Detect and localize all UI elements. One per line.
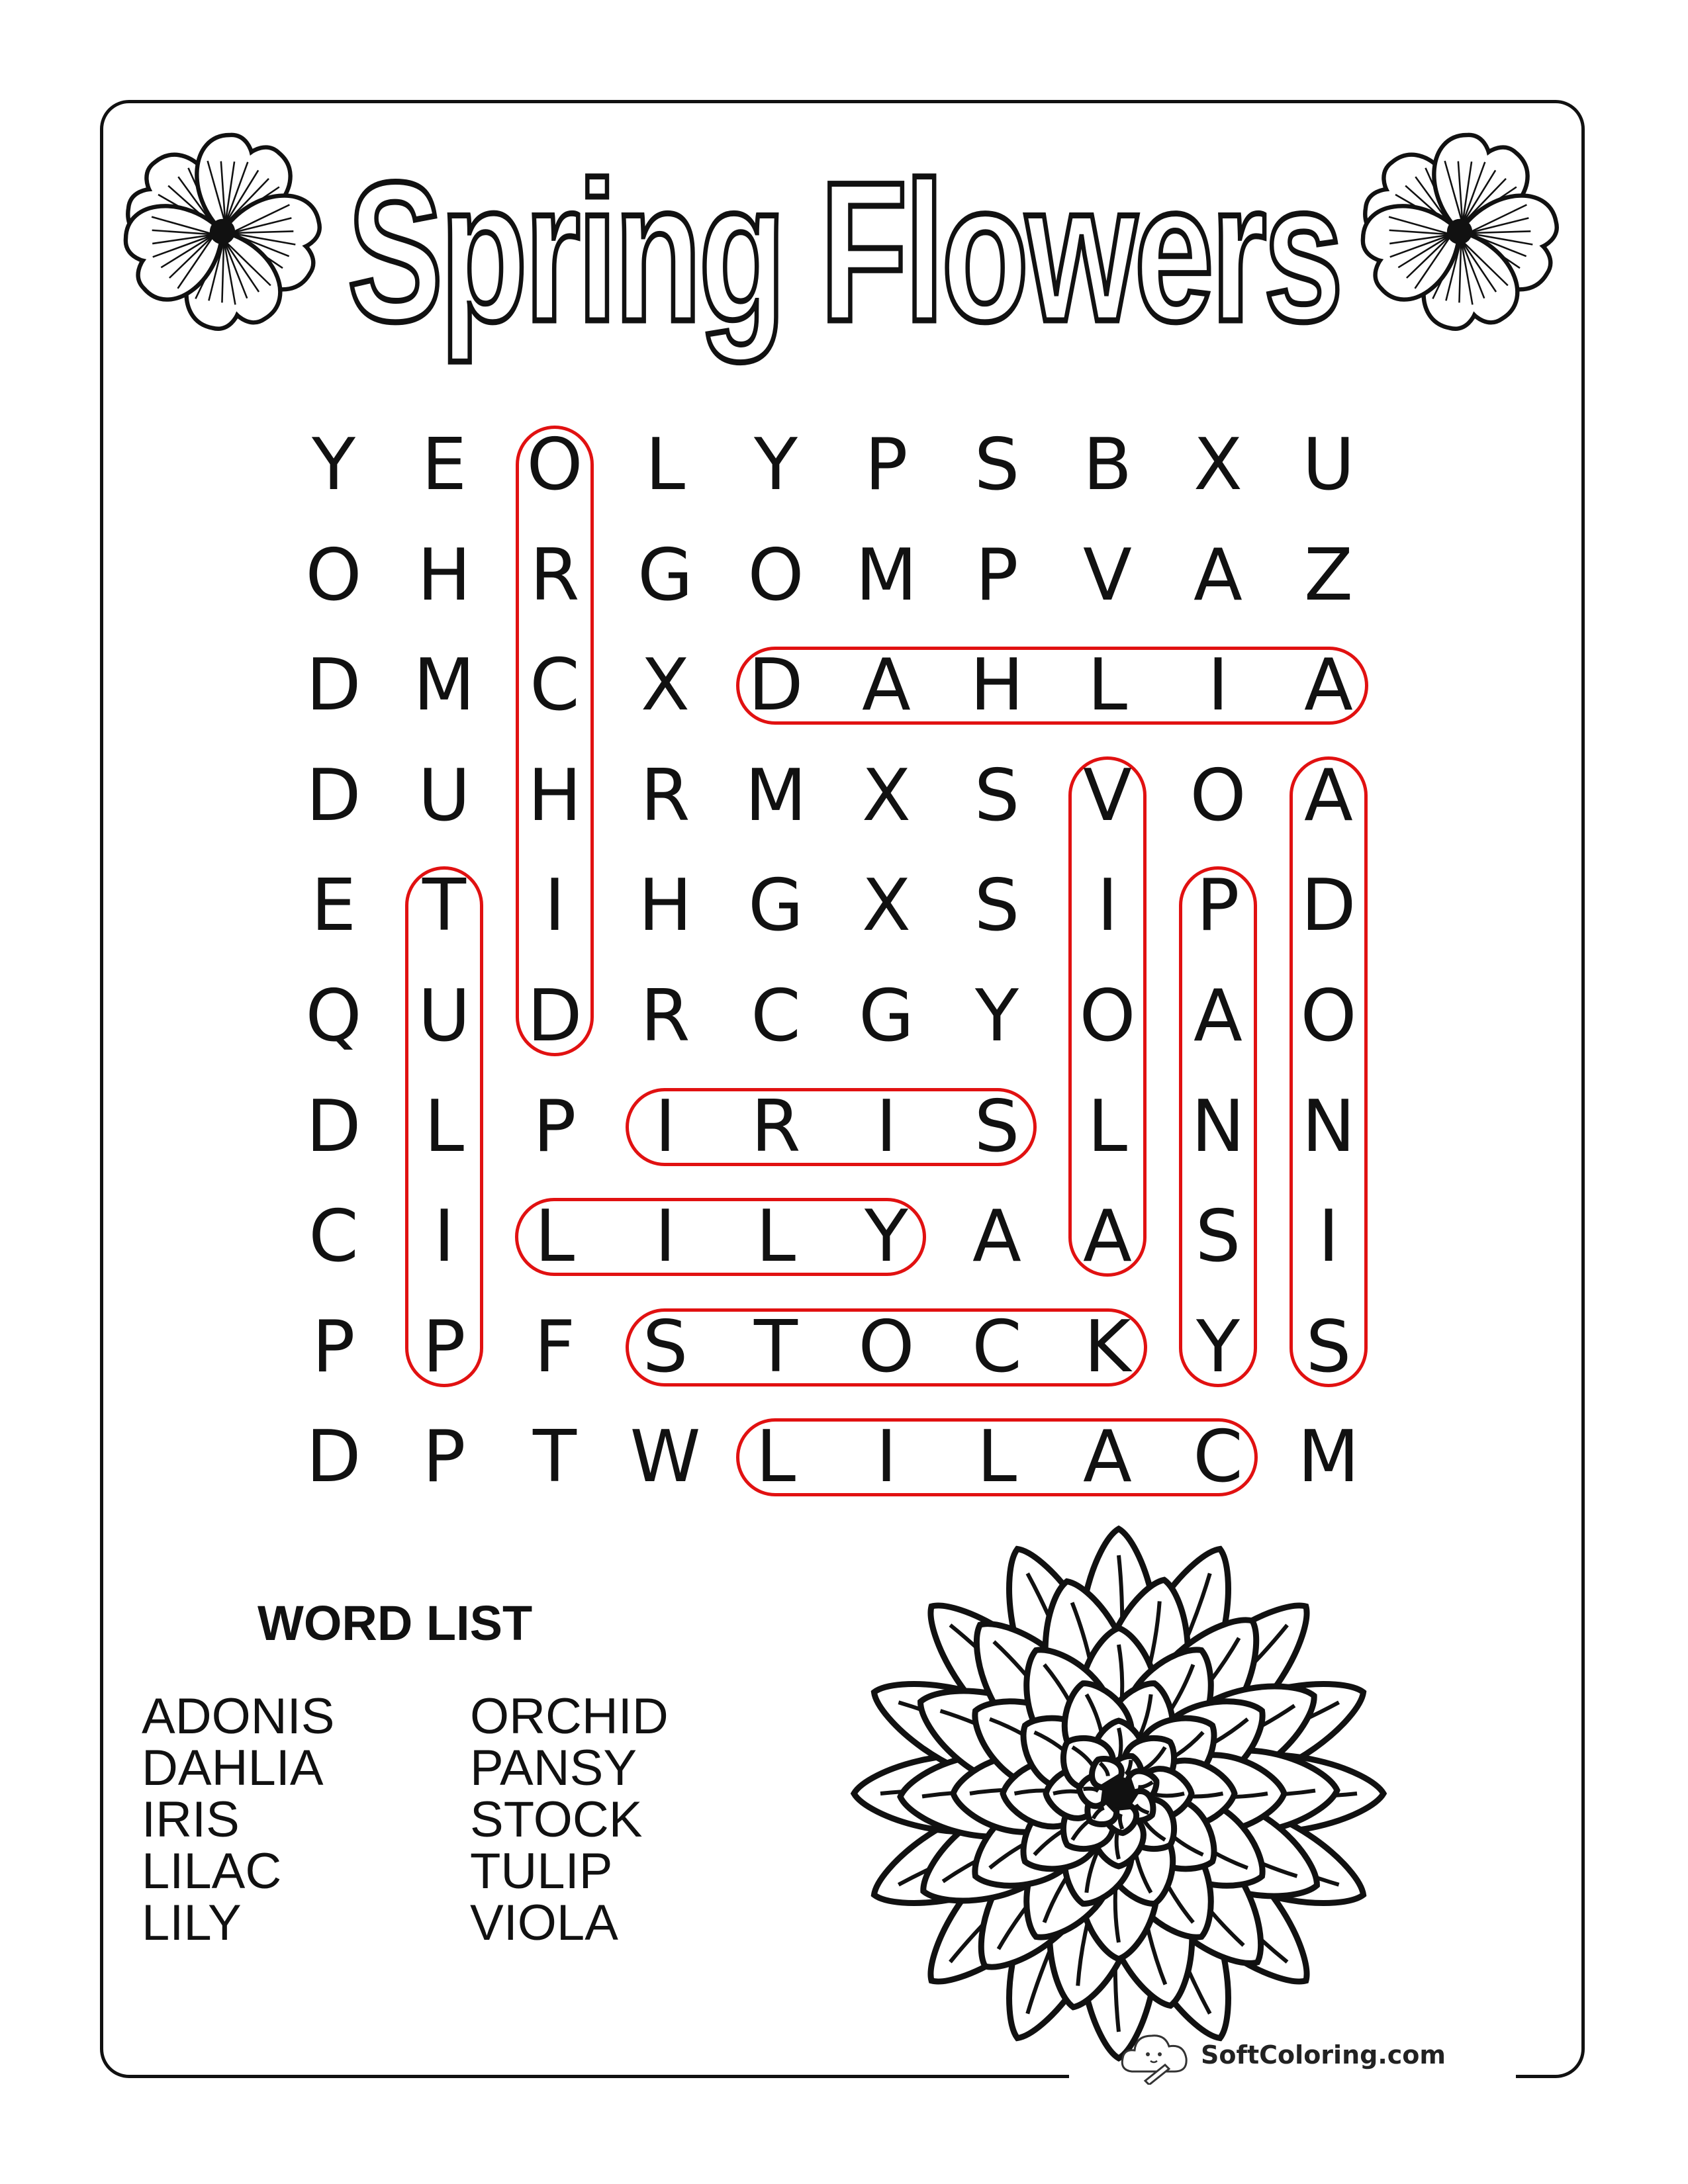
grid-letter[interactable]: Z [1304,533,1353,617]
word-list-item: STOCK [470,1792,643,1848]
grid-letter[interactable]: S [1305,1305,1352,1388]
word-list-item: LILAC [142,1843,282,1899]
grid-letter[interactable]: Y [975,975,1019,1058]
grid-letter[interactable]: Y [754,424,798,506]
grid-letter[interactable]: U [418,975,471,1058]
grid-letter[interactable]: T [754,1305,798,1388]
grid-letter[interactable]: D [1301,864,1356,948]
grid-letter[interactable]: M [855,533,917,617]
grid-letter[interactable]: D [306,1085,361,1168]
grid-letter[interactable]: S [642,1305,688,1388]
grid-letter[interactable]: M [1297,1416,1360,1499]
grid-letter[interactable]: I [1097,864,1118,948]
grid-letter[interactable]: S [974,754,1020,837]
grid-letter[interactable]: P [422,1305,466,1388]
grid-letter[interactable]: I [655,1085,676,1168]
grid-letter[interactable]: G [859,975,914,1058]
grid-letter[interactable]: O [305,533,362,617]
grid-letter[interactable]: C [308,1195,359,1279]
grid-letter[interactable]: H [528,754,582,837]
cloud-pencil-logo-icon [1119,2025,1192,2085]
grid-letter[interactable]: R [751,1085,801,1168]
grid-letter[interactable]: D [748,644,804,727]
grid-letter[interactable]: I [1207,644,1229,727]
grid-letter[interactable]: A [1304,644,1353,727]
grid-letter[interactable]: P [533,1085,577,1168]
found-word-highlight-adonis [1289,756,1368,1387]
grid-letter[interactable]: S [1195,1195,1241,1279]
grid-letter[interactable]: F [534,1305,576,1388]
grid-letter[interactable]: P [312,1305,355,1388]
grid-letter[interactable]: P [865,424,908,506]
word-list-heading: WORD LIST [258,1596,533,1651]
grid-letter[interactable]: O [747,533,804,617]
grid-letter[interactable]: N [1191,1085,1245,1168]
grid-letter[interactable]: C [972,1305,1022,1388]
grid-letter[interactable]: I [655,1195,676,1279]
word-list-item: ADONIS [142,1688,335,1745]
grid-letter[interactable]: H [970,644,1024,727]
grid-letter[interactable]: E [421,424,467,506]
grid-letter[interactable]: U [1302,424,1355,506]
grid-letter[interactable]: I [876,1416,897,1499]
grid-letter[interactable]: Y [865,1195,908,1279]
grid-letter[interactable]: H [417,533,471,617]
grid-letter[interactable]: L [424,1085,465,1168]
grid-letter[interactable]: I [434,1195,455,1279]
grid-letter[interactable]: C [530,644,580,727]
grid-letter[interactable]: P [1196,864,1240,948]
grid-letter[interactable]: R [530,533,580,617]
grid-letter[interactable]: O [1190,754,1246,837]
grid-letter[interactable]: L [534,1195,575,1279]
grid-letter[interactable]: S [974,424,1020,506]
word-list-item: TULIP [470,1843,613,1899]
page-title: Spring Flowers [348,140,1340,363]
grid-letter[interactable]: A [972,1195,1021,1279]
grid-letter[interactable]: N [1301,1085,1356,1168]
grid-letter[interactable]: O [526,424,583,506]
grid-letter[interactable]: L [1087,644,1128,727]
grid-letter[interactable]: A [1194,533,1243,617]
word-list-item: IRIS [142,1792,240,1848]
grid-letter[interactable]: D [306,1416,361,1499]
grid-letter[interactable]: K [1084,1305,1131,1388]
watermark [1119,2025,1446,2085]
grid-letter[interactable]: O [1300,975,1357,1058]
grid-letter[interactable]: X [641,644,690,727]
grid-letter[interactable]: E [310,864,357,948]
grid-letter[interactable]: R [640,975,690,1058]
grid-letter[interactable]: M [413,644,475,727]
word-list-column-2 [470,1688,669,1951]
grid-letter[interactable]: G [748,864,804,948]
grid-letter[interactable]: I [544,864,565,948]
grid-letter[interactable]: X [1194,424,1243,506]
word-list-item: PANSY [470,1740,637,1796]
grid-letter[interactable]: T [533,1416,577,1499]
grid-letter[interactable]: A [1304,754,1353,837]
word-list-item: DAHLIA [142,1740,324,1796]
watermark-text: SoftColoring.com [1201,2040,1446,2070]
grid-letter[interactable]: P [422,1416,466,1499]
grid-letter[interactable]: L [755,1195,796,1279]
grid-letter[interactable]: V [1083,754,1132,837]
grid-letter[interactable]: C [1193,1416,1243,1499]
grid-letter[interactable]: R [640,754,690,837]
grid-letter[interactable]: V [1083,533,1132,617]
word-list-item: ORCHID [470,1688,669,1745]
grid-letter[interactable]: L [645,424,686,506]
grid-letter[interactable]: T [422,864,466,948]
grid-letter[interactable]: A [862,644,911,727]
grid-letter[interactable]: M [745,754,807,837]
grid-letter[interactable]: P [975,533,1019,617]
found-word-highlight-dahlia [736,647,1368,725]
grid-letter[interactable]: O [1079,975,1136,1058]
grid-letter[interactable]: A [1194,975,1243,1058]
grid-letter[interactable]: H [638,864,692,948]
grid-letter[interactable]: S [974,1085,1020,1168]
grid-letter[interactable]: C [751,975,801,1058]
grid-letter[interactable]: U [418,754,471,837]
grid-letter[interactable]: X [862,864,911,948]
grid-letter[interactable]: Y [312,424,355,506]
grid-letter[interactable]: L [1087,1085,1128,1168]
grid-letter[interactable]: Q [305,975,362,1058]
grid-letter[interactable]: D [527,975,583,1058]
grid-letter[interactable]: W [630,1416,701,1499]
grid-letter[interactable]: A [1083,1195,1132,1279]
word-list-column-1 [142,1688,335,1951]
grid-letter[interactable]: D [306,644,361,727]
grid-letter[interactable]: Y [1196,1305,1240,1388]
grid-letter[interactable]: I [876,1085,897,1168]
grid-letter[interactable]: L [755,1416,796,1499]
grid-letter[interactable]: S [974,864,1020,948]
word-list-item: VIOLA [470,1895,618,1951]
grid-letter[interactable]: X [862,754,911,837]
grid-letter[interactable]: G [637,533,693,617]
found-word-highlight-orchid [516,426,594,1056]
grid-letter[interactable]: O [858,1305,915,1388]
grid-letter[interactable]: L [976,1416,1017,1499]
dahlia-flower-illustration [827,1522,1410,2065]
grid-letter[interactable]: I [1318,1195,1339,1279]
grid-letter[interactable]: D [306,754,361,837]
grid-letter[interactable]: A [1083,1416,1132,1499]
word-list-item: LILY [142,1895,242,1951]
grid-letter[interactable]: B [1082,424,1133,506]
